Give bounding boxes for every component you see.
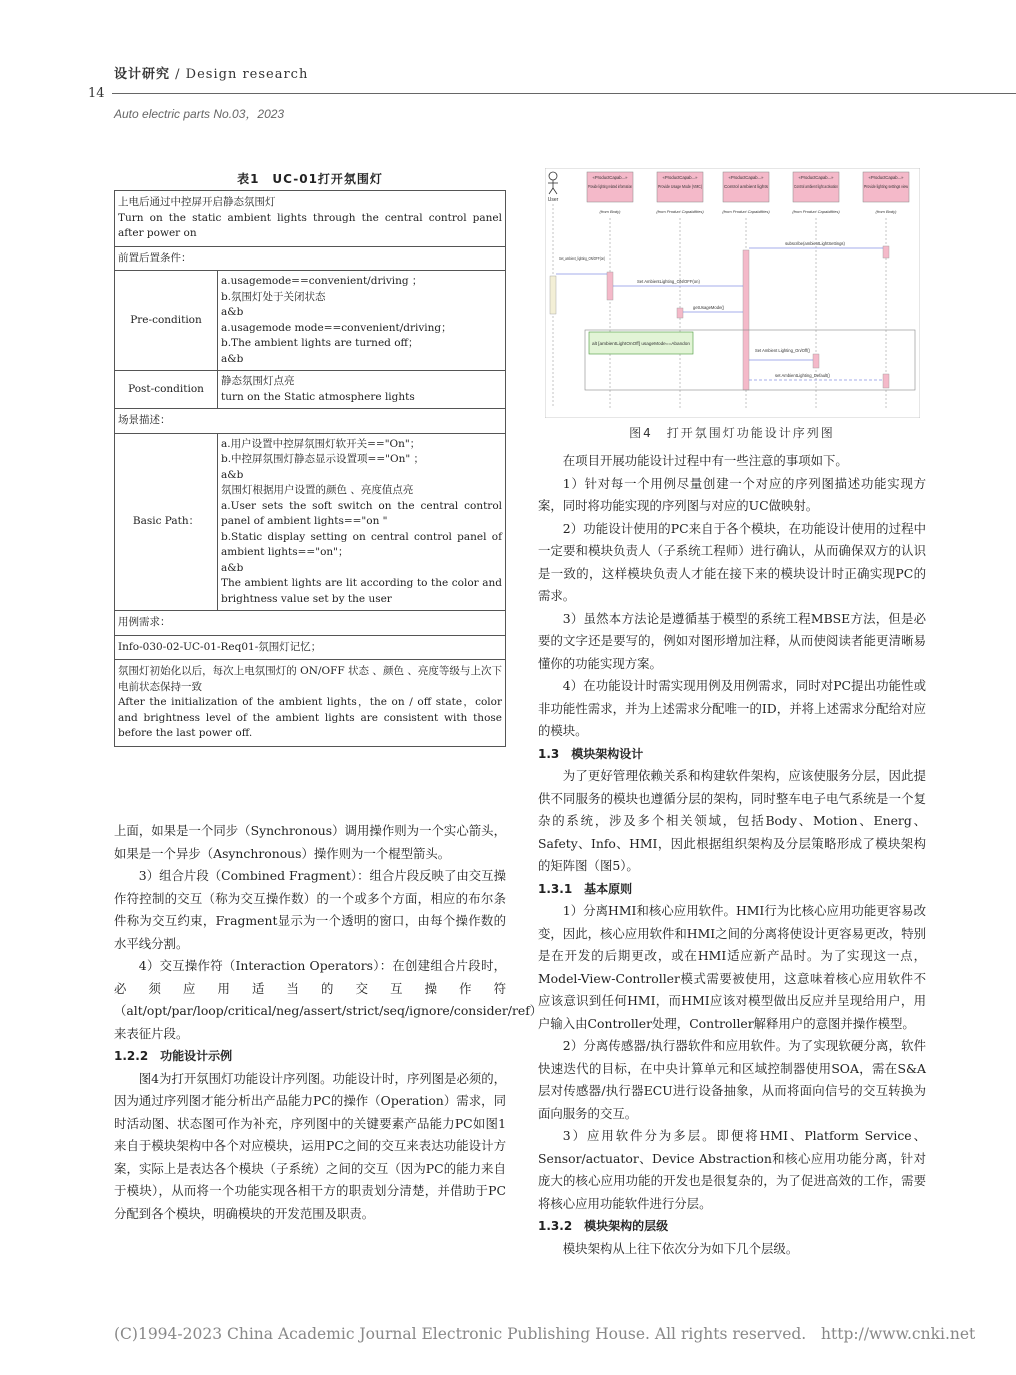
- basic-line: a.User sets the soft switch on the central control panel of ambient lights=="on ": [221, 499, 502, 527]
- svg-text:(from Body): (from Body): [875, 209, 897, 214]
- table-row: [115, 371, 506, 409]
- paragraph: 为了更好管理依赖关系和构建软件架构，应该使服务分层，因此提供不同服务的模块也遵循分层的架构，同时整车电子电气系统是一个复杂的系统，涉及多个相关领域，包括Body、Motion、Energ、Safety、Info、HMI，因此根据组织架构及分层策略形成了模块架构的矩阵图（图5）。: [538, 768, 926, 873]
- basic-line: a&b: [221, 468, 244, 481]
- svg-text:Provide lighting related infor: Provide lighting related information: [588, 184, 633, 189]
- svg-text:Provide Usage Mode (VMC): Provide Usage Mode (VMC): [658, 184, 703, 189]
- svg-text:(from Product Capabilities): (from Product Capabilities): [722, 209, 770, 214]
- svg-text:«ProductCapab...»: «ProductCapab...»: [728, 175, 764, 180]
- basic-path-label: Basic Path：: [115, 433, 218, 611]
- post-line: turn on the Static atmosphere lights: [221, 390, 415, 403]
- figure-caption: 图4 打开氛围灯功能设计序列图: [629, 426, 835, 440]
- basic-path-cell: [218, 433, 506, 611]
- svg-text:(from Body): (from Body): [599, 209, 621, 214]
- paragraph: 模块架构从上往下依次分为如下几个层级。: [562, 1240, 799, 1256]
- svg-text:«ProductCapab...»: «ProductCapab...»: [868, 175, 904, 180]
- prepost-header: 前置后置条件：: [115, 246, 506, 271]
- basic-line: a&b: [221, 561, 244, 574]
- paragraph: 在项目开展功能设计过程中有一些注意的事项如下。: [562, 453, 848, 468]
- journal-info: Auto electric parts No.03，2023: [114, 107, 285, 121]
- table-row: [115, 409, 506, 434]
- right-column-text: [538, 450, 926, 1260]
- svg-text:«ProductCapab...»: «ProductCapab...»: [662, 175, 698, 180]
- paragraph: 上面，如果是一个同步（Synchronous）调用操作则为一个实心箭头，如果是一个异步（Asynchronous）操作则为一个棍型箭头。: [114, 823, 506, 861]
- table-row: [115, 660, 506, 747]
- paragraph: 3）应用软件分为多层。即便将HMI、Platform Service、Sensor/actuator、Device Abstraction和核心应用功能分离，针对庞大的核心应用功能的开发也是很复杂的，为了促进高效的工作，需要将核心应用功能软件进行分层。: [538, 1128, 926, 1211]
- paragraph: 4）交互操作符（Interaction Operators）：在创建组合片段时，必须应用适当的交互操作符（alt/opt/par/loop/critical/neg/assert/strict/seq/ignore/consider/ref）来表征片段。: [114, 958, 543, 1041]
- paragraph: 1）针对每一个用例尽量创建一个对应的序列图描述功能实现方案，同时将功能实现的序列图与对应的UC做映射。: [538, 475, 926, 513]
- pre-line: a.usagemode==convenient/driving ；: [221, 275, 423, 287]
- table-row: [115, 433, 506, 611]
- page-number: 14: [88, 86, 105, 101]
- req-en: After the initialization of the ambient lights，the on / off state，color and brightness level of the ambient lights are consistent with those before the last power off.: [118, 696, 502, 739]
- intro-en: Turn on the static ambient lights through the central control panel after power on: [118, 211, 502, 239]
- req-cn: 氛围灯初始化以后，每次上电氛围灯的 ON/OFF 状态 、颜色 、亮度等级与上次下电前状态保持一致: [118, 665, 502, 693]
- basic-line: b.中控屏氛围灯静态显示设置项=="On" ；: [221, 453, 425, 465]
- svg-text:Control ambient light activati: Control ambient light activation: [794, 184, 839, 189]
- message-label: Set_ambient_lighting_ON/OFF(on): [559, 256, 606, 261]
- post-line: 静态氛围灯点亮: [221, 375, 295, 387]
- section-heading-1-3-1: 1.3.1 基本原则: [538, 881, 633, 896]
- message-label: subscribe(ambientLightSettings): [785, 241, 845, 246]
- section-heading-1-3: 1.3 模块架构设计: [538, 746, 644, 761]
- paragraph: 4）在功能设计时需实现用例及用例需求，同时对PC提出功能性或非功能性需求，并为上述需求分配唯一的ID，并将上述需求分配给对应的模块。: [538, 678, 926, 738]
- sequence-diagram: [545, 168, 920, 418]
- header-title-cn: 设计研究: [114, 67, 171, 82]
- svg-text:Control ambient lights: Control ambient lights: [724, 184, 768, 189]
- paragraph: 图4为打开氛围灯功能设计序列图。功能设计时，序列图是必须的，因为通过序列图才能分析出产品能力PC的操作（Operation）需求，同时活动图、状态图可作为补充，序列图中的关键要素产品能力PC如图1来自于模块架构中各个对应模块，运用PC之间的交互来表达功能设计方案，实际上是表达各个模块（子系统）之间的交互（因为PC的能力来自于模块），从而将一个功能实现各相干方的职责划分清楚，并借助于PC分配到各个模块，明确模块的开发范围及职责。: [114, 1070, 507, 1221]
- use-case-table: [114, 190, 506, 747]
- svg-text:Provide lighting settings view: Provide lighting settings view: [864, 184, 909, 189]
- svg-text:«ProductCapab...»: «ProductCapab...»: [798, 175, 834, 180]
- message-label: getUsageMode(): [693, 305, 725, 310]
- table-row: [115, 611, 506, 636]
- basic-line: 氛围灯根据用户设置的颜色 、亮度值点亮: [221, 484, 414, 496]
- paragraph: 1）分离HMI和核心应用软件。HMI行为比核心应用功能更容易改变，因此，核心应用软件和HMI之间的分离将使设计更容易更改，特别是在开发的后期更改，或在HMI适应新产品时。为了实现这一点，Model-View-Controller模式需要被使用，这意味着核心应用软件不应该意识到任何HMI，而HMI应该对模型做出反应并呈现给用户，用户输入由Controller处理，Controller解释用户的意图并操作模型。: [538, 903, 926, 1031]
- left-column-text: [114, 820, 543, 1225]
- intro-cn: 上电后通过中控屏开启静态氛围灯: [118, 196, 276, 208]
- message-label: Set Ambient Lighting_On/Off(): [755, 348, 811, 353]
- pre-condition-label: Pre-condition: [115, 271, 218, 371]
- basic-line: The ambient lights are lit according to the color and brightness value set by the user: [221, 577, 502, 605]
- paragraph: 2）功能设计使用的PC来自于各个模块，在功能设计使用的过程中一定要和模块负责人（子系统工程师）进行确认，从而确保双方的认识是一致的，这样模块负责人才能在接下来的模块设计时正确实现PC的需求。: [538, 520, 926, 603]
- scene-header: 场景描述：: [115, 409, 506, 434]
- post-condition-cell: [218, 371, 506, 409]
- pre-line: a&b: [221, 306, 244, 318]
- pre-condition-cell: [218, 271, 506, 371]
- guard-label: alt [ambientLightOnOff] usageMode==Abandon: [592, 341, 691, 346]
- copyright-footer: [114, 1325, 975, 1343]
- pre-line: a.usagemode mode==convenient/driving；: [221, 321, 452, 334]
- post-condition-label: Post-condition: [115, 371, 218, 409]
- section-heading-1-2-2: 1.2.2 功能设计示例: [114, 1049, 233, 1063]
- svg-text:(from Product Capabilities): (from Product Capabilities): [792, 209, 840, 214]
- svg-text:«ProductCapab...»: «ProductCapab...»: [592, 175, 628, 180]
- basic-line: b.Static display setting on central control panel of ambient lights=="on"；: [221, 530, 502, 558]
- figure-frame: [545, 168, 920, 418]
- message-label: Set AmbientLighting_ON/OFF(on): [637, 279, 700, 284]
- table-row: [115, 271, 506, 371]
- actor-label: User: [547, 197, 559, 203]
- table-cell: [115, 191, 506, 247]
- message-label: set AmbientLighting_Default(): [775, 373, 830, 378]
- table-row: [115, 635, 506, 660]
- basic-line: a.用户设置中控屏氛围灯软开关=="On"；: [221, 437, 421, 450]
- table-row: [115, 246, 506, 271]
- cnki-link[interactable]: http://www.cnki.net: [821, 1325, 976, 1343]
- pre-line: a&b: [221, 352, 244, 365]
- activation-user: [550, 276, 556, 314]
- header-title-en: Design research: [185, 67, 309, 82]
- copyright-text: (C)1994-2023 China Academic Journal Electronic Publishing House. All rights reserved.: [114, 1325, 807, 1343]
- running-header: [114, 63, 308, 82]
- paragraph: 2）分离传感器/执行器软件和应用软件。为了实现软硬分离，软件快速迭代的目标，在中央计算单元和区域控制器使用SOA，需在S&A层对传感器/执行器ECU进行设备抽象，从而将面向信号的交互转换为面向服务的交互。: [538, 1038, 926, 1121]
- paragraph: 3）虽然本方法论是遵循基于模型的系统工程MBSE方法，但是必要的文字还是要写的，例如对图形增加注释，从而使阅读者能更清晰易懂你的功能实现方案。: [538, 610, 926, 671]
- header-divider: [112, 93, 1016, 94]
- table-row: [115, 191, 506, 247]
- header-title-sep: /: [170, 67, 186, 82]
- pre-line: b.氛围灯处于关闭状态: [221, 290, 326, 303]
- svg-text:(from Product Capabilities): (from Product Capabilities): [656, 209, 704, 214]
- paragraph: 3）组合片段（Combined Fragment）：组合片段反映了由交互操作符控制的交互（称为交互操作数）的一个或多个方面，相应的布尔条件称为交互约束，Fragment显示为一个透明的窗口，由每个操作数的水平线分割。: [114, 868, 506, 951]
- table-caption: 表1 UC-01打开氛围灯: [237, 172, 383, 186]
- pre-line: b.The ambient lights are turned off；: [221, 337, 419, 349]
- section-heading-1-3-2: 1.3.2 模块架构的层级: [538, 1219, 669, 1233]
- req-header: 用例需求：: [115, 611, 506, 636]
- req-id: Info-030-02-UC-01-Req01-氛围灯记忆；: [115, 635, 506, 660]
- table-cell: [115, 660, 506, 747]
